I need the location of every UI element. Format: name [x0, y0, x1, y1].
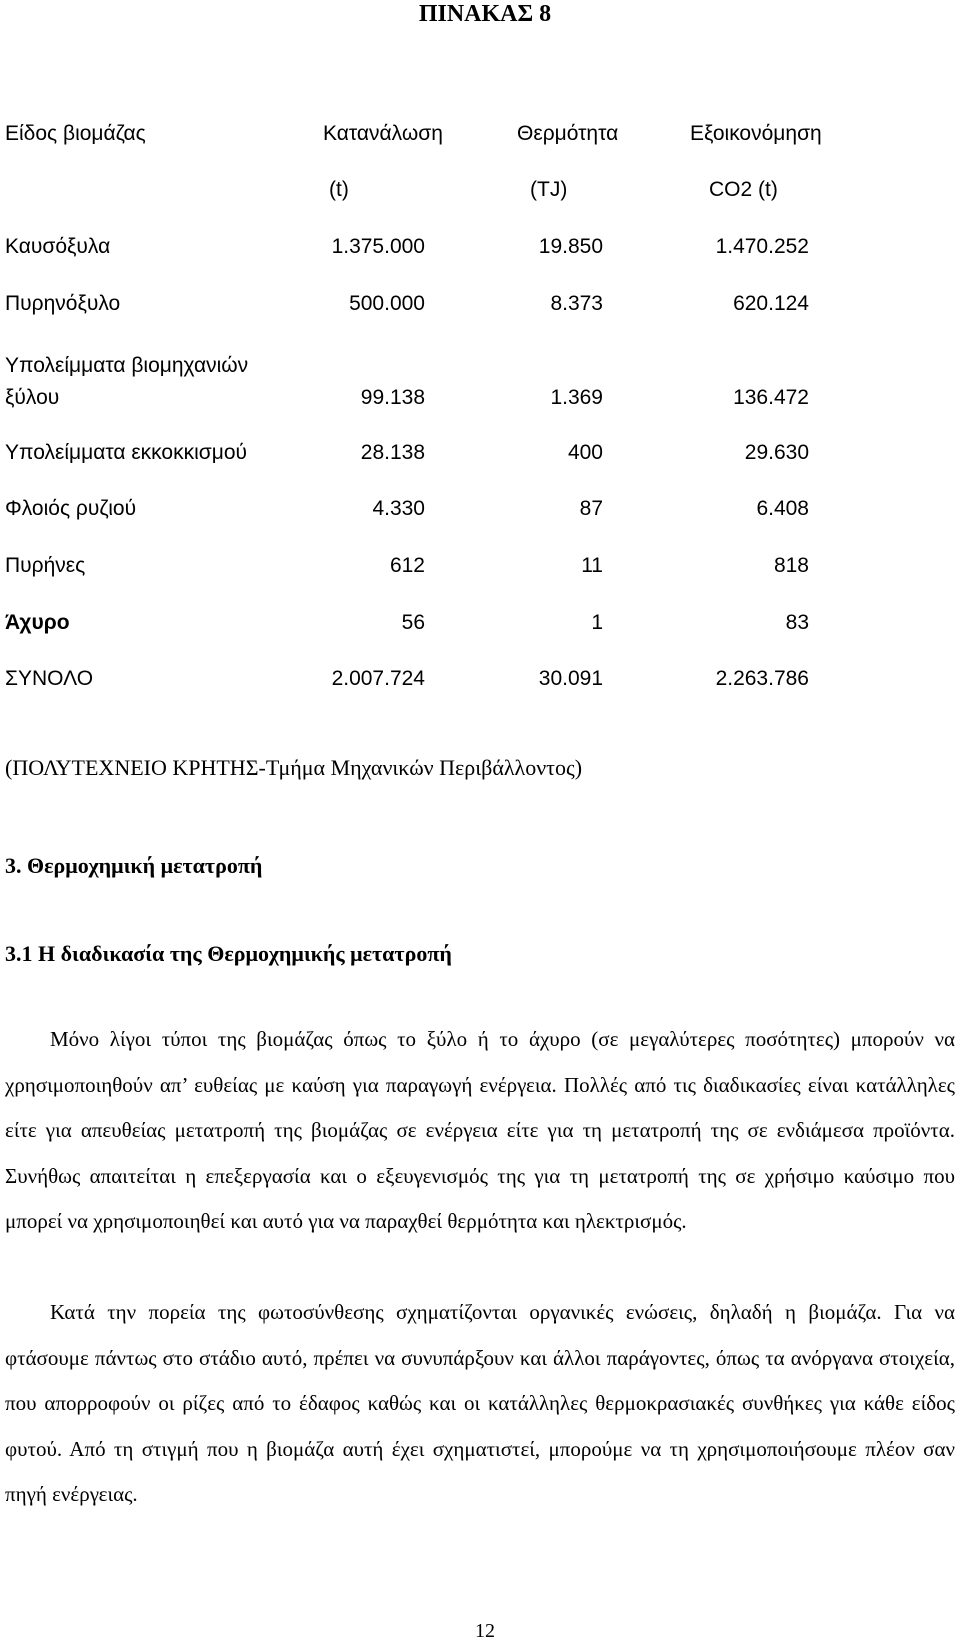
row-saving: 620.124: [733, 292, 809, 315]
row-heat: 30.091: [538, 667, 603, 690]
row-heat: 1.369: [550, 386, 603, 409]
page-title: ΠΙΝΑΚΑΣ 8: [418, 1, 552, 27]
paragraph: Μόνο λίγοι τύποι της βιομάζας όπως το ξύλο ή το άχυρο (σε μεγαλύτερες ποσότητες) μπορούν να χρησιμοποιηθούν απ’ ευθείας με καύση για παραγωγή ενέργεια. Πολλές από τις διαδικασίες είναι κατάλληλες είτε για απευθείας μετατροπή της βιομάζας σε ενέργεια είτε για τη μετατροπή της σε ενδιάμεσα προϊόντα. Συνήθως απαιτείται η επεξεργασία και ο εξευγενισμός της για τη μετατροπή της σε χρήσιμο καύσιμο που μπορεί να χρησιμοποιηθεί και αυτό για να παραχθεί θερμότητα και ηλεκτρισμός.: [5, 1027, 955, 1233]
table-source: (ΠΟΛΥΤΕΧΝΕΙΟ ΚΡΗΤΗΣ-Τμήμα Μηχανικών Περιβάλλοντος): [5, 755, 583, 780]
table-row: [5, 292, 845, 322]
row-consumption: 28.138: [360, 441, 425, 464]
table-total-row: [5, 667, 845, 697]
row-heat: 400: [567, 441, 603, 464]
row-saving: 6.408: [756, 497, 809, 520]
row-consumption: 500.000: [349, 292, 425, 315]
header-consumption: Κατανάλωση: [323, 122, 443, 145]
header-saving: Εξοικονόμηση: [690, 122, 822, 145]
row-name: Πυρηνόξυλο: [5, 292, 121, 315]
row-heat: 11: [581, 554, 603, 577]
row-name: ξύλου: [5, 386, 60, 409]
page-number: 12: [475, 1620, 495, 1642]
row-heat: 19.850: [538, 235, 603, 258]
row-name: Πυρήνες: [5, 554, 86, 577]
table-units-row: [5, 178, 845, 208]
row-heat: 87: [579, 497, 603, 520]
row-saving: 1.470.252: [715, 235, 809, 258]
unit-saving: CO2 (t): [709, 178, 778, 201]
table-row-name-line1: [5, 354, 845, 384]
header-heat: Θερμότητα: [517, 122, 619, 145]
row-name: ΣΥΝΟΛΟ: [5, 667, 94, 690]
table-row: [5, 497, 845, 527]
header-biomass-type: Είδος βιομάζας: [5, 122, 146, 145]
row-saving: 136.472: [733, 386, 809, 409]
table-row: [5, 611, 845, 641]
row-consumption: 1.375.000: [331, 235, 425, 258]
row-saving: 83: [785, 611, 809, 634]
row-saving: 29.630: [744, 441, 809, 464]
row-consumption: 4.330: [372, 497, 425, 520]
row-consumption: 56: [401, 611, 425, 634]
row-saving: 818: [773, 554, 809, 577]
table-header-row: [5, 122, 845, 152]
row-heat: 1: [591, 611, 603, 634]
row-heat: 8.373: [550, 292, 603, 315]
row-consumption: 99.138: [360, 386, 425, 409]
unit-heat: (TJ): [530, 178, 568, 201]
paragraph: Κατά την πορεία της φωτοσύνθεσης σχηματίζονται οργανικές ενώσεις, δηλαδή η βιομάζα. Για να φτάσουμε πάντως στο στάδιο αυτό, πρέπει να συνυπάρξουν και άλλοι παράγοντες, όπως τα ανόργανα στοιχεία, που απορροφούν οι ρίζες από το έδαφος καθώς και οι κατάλληλες θερμοκρασιακές συνθήκες για κάθε είδος φυτού. Από τη στιγμή που η βιομάζα αυτή έχει σχηματιστεί, μπορούμε να τη χρησιμοποιήσουμε πλέον σαν πηγή ενέργειας.: [5, 1300, 955, 1506]
row-saving: 2.263.786: [715, 667, 809, 690]
section-heading: 3. Θερμοχημική μετατροπή: [5, 853, 263, 878]
table-row: [5, 554, 845, 584]
row-name: Φλοιός ρυζιού: [5, 497, 137, 520]
table-row: [5, 441, 845, 471]
row-name: Άχυρο: [5, 611, 70, 634]
row-consumption: 2.007.724: [331, 667, 425, 690]
table-row: [5, 386, 845, 416]
row-consumption: 612: [389, 554, 425, 577]
unit-consumption: (t): [329, 178, 349, 201]
row-name-line1: Υπολείμματα βιομηχανιών: [5, 354, 249, 377]
row-name: Υπολείμματα εκκοκκισμού: [5, 441, 247, 464]
row-name: Καυσόξυλα: [5, 235, 111, 258]
subsection-heading: 3.1 Η διαδικασία της Θερμοχημικής μετατροπή: [5, 941, 452, 966]
table-row: [5, 235, 845, 265]
